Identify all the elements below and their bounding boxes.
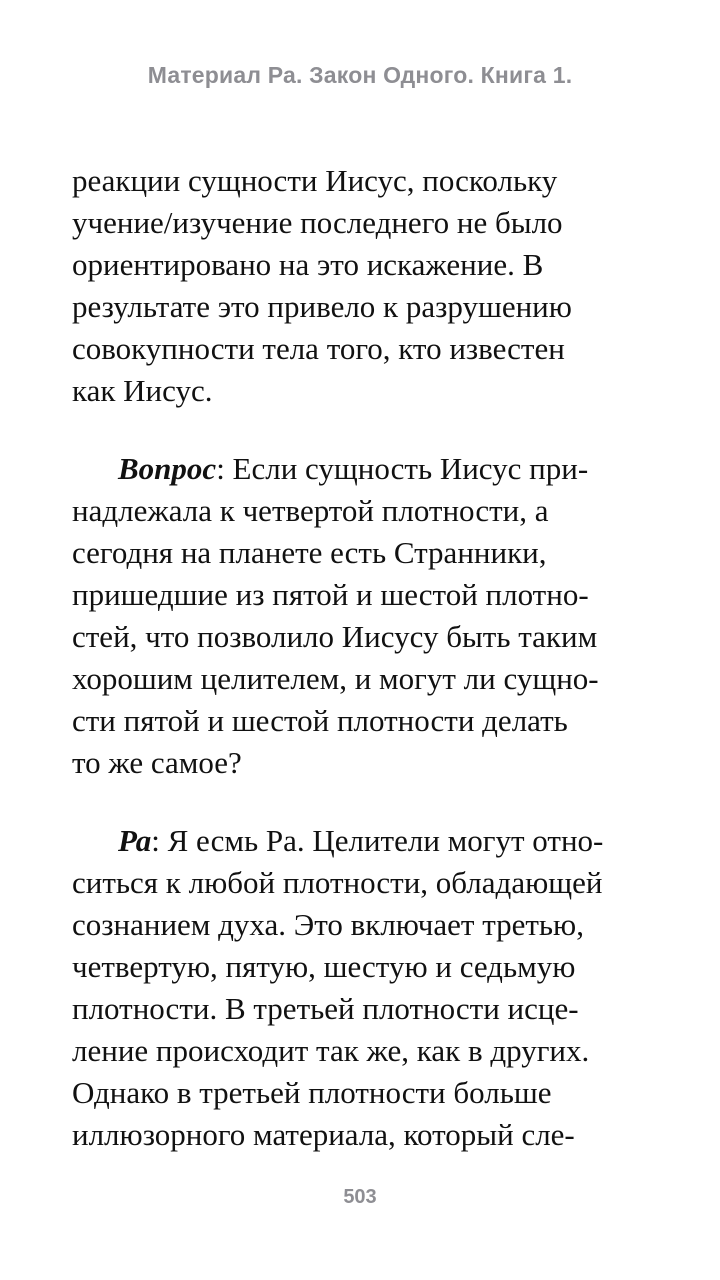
text-line [72, 820, 652, 862]
speaker-label: Вопрос [118, 451, 217, 486]
text-line: надлежала к четвертой плотности, а [72, 493, 549, 528]
text-line: как Иисус. [72, 373, 213, 408]
text-line: иллюзорного материала, который сле- [72, 1117, 575, 1152]
page-text [72, 160, 652, 1156]
paragraph-3-answer [72, 820, 652, 1156]
text-line: ситься к любой плотности, обладающей [72, 865, 603, 900]
text-line: сти пятой и шестой плотности делать [72, 703, 568, 738]
text-line: стей, что позволило Иисусу быть таким [72, 619, 598, 654]
text-line: совокупности тела того, кто известен [72, 331, 565, 366]
text-line: сегодня на планете есть Странники, [72, 535, 547, 570]
text-line: ление происходит так же, как в других. [72, 1033, 590, 1068]
text-line: пришедшие из пятой и шестой плотно- [72, 577, 589, 612]
text-line: ориентировано на это искажение. В [72, 247, 544, 282]
text-line: сознанием духа. Это включает третью, [72, 907, 584, 942]
text-line: результате это привело к разрушению [72, 289, 572, 324]
text-line: реакции сущности Иисус, поскольку [72, 163, 558, 198]
paragraph-1 [72, 160, 652, 412]
paragraph-2-question [72, 448, 652, 784]
text-line [72, 448, 652, 490]
text-line: то же самое? [72, 745, 242, 780]
page-number: 503 [343, 1186, 377, 1208]
text-line: хорошим целителем, и могут ли сущно- [72, 661, 599, 696]
line-text: : Если сущность Иисус при- [216, 451, 589, 486]
line-text: : Я есмь Ра. Целители могут отно- [151, 823, 604, 858]
book-title: Материал Ра. Закон Одного. Книга 1. [147, 62, 573, 88]
text-line: Однако в третьей плотности больше [72, 1075, 552, 1110]
text-line: плотности. В третьей плотности исце- [72, 991, 579, 1026]
text-line: учение/изучение последнего не было [72, 205, 563, 240]
speaker-label: Ра [118, 823, 152, 858]
text-line: четвертую, пятую, шестую и седьмую [72, 949, 576, 984]
